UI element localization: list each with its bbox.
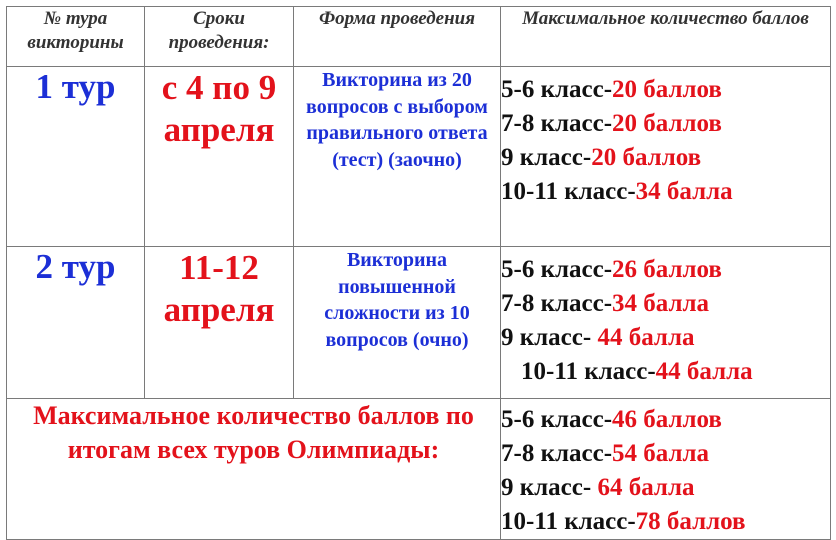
tour-dates: 11-12 апреля (145, 247, 294, 399)
points-value: 78 баллов (635, 508, 746, 535)
total-row (7, 399, 831, 540)
grade-label: 10-11 класс- (501, 508, 636, 535)
points-value: 34 балла (635, 178, 733, 205)
points-value: 20 баллов (612, 76, 722, 103)
grade-label: 5-6 класс- (501, 256, 613, 283)
score-list (501, 67, 831, 247)
grade-label: 9 класс- (501, 474, 598, 501)
points-value: 26 баллов (612, 256, 722, 283)
score-item (501, 321, 830, 355)
points-value: 20 баллов (612, 110, 722, 137)
grade-label: 10-11 класс- (521, 358, 656, 385)
score-item (501, 253, 830, 287)
grade-label: 9 класс- (501, 324, 598, 351)
tour-number: 2 тур (7, 247, 145, 399)
points-value: 46 баллов (612, 406, 722, 433)
score-item (501, 175, 830, 209)
grade-label: 5-6 класс- (501, 406, 613, 433)
header-tour-number: № тура викторины (7, 7, 145, 67)
score-item (501, 437, 830, 471)
points-value: 34 балла (612, 290, 710, 317)
points-value: 64 балла (597, 474, 695, 501)
score-item (501, 403, 830, 437)
quiz-schedule-table (6, 6, 831, 540)
grade-label: 5-6 класс- (501, 76, 613, 103)
table-row (7, 67, 831, 247)
points-value: 54 балла (612, 440, 710, 467)
score-item (501, 355, 830, 389)
points-value: 44 балла (655, 358, 753, 385)
tour-number: 1 тур (7, 67, 145, 247)
table-row (7, 247, 831, 399)
score-item (501, 73, 830, 107)
header-row (7, 7, 831, 67)
points-value: 20 баллов (591, 144, 702, 171)
score-item (501, 141, 830, 175)
score-item (501, 287, 830, 321)
header-dates: Сроки проведения: (145, 7, 294, 67)
header-format: Форма проведения (294, 7, 501, 67)
score-item (501, 471, 830, 505)
grade-label: 9 класс- (501, 144, 592, 171)
score-list (501, 399, 831, 540)
grade-label: 7-8 класс- (501, 110, 613, 137)
tour-format: Викторина повышенной сложности из 10 вопросов (очно) (294, 247, 501, 399)
points-value: 44 балла (597, 324, 695, 351)
score-list (501, 247, 831, 399)
grade-label: 10-11 класс- (501, 178, 636, 205)
tour-dates: с 4 по 9 апреля (145, 67, 294, 247)
total-label: Максимальное количество баллов по итогам всех туров Олимпиады: (7, 399, 501, 540)
grade-label: 7-8 класс- (501, 440, 613, 467)
header-max-score: Максимальное количество баллов (501, 7, 831, 67)
tour-format: Викторина из 20 вопросов с выбором правильного ответа (тест) (заочно) (294, 67, 501, 247)
score-item (501, 505, 830, 539)
score-item (501, 107, 830, 141)
grade-label: 7-8 класс- (501, 290, 613, 317)
